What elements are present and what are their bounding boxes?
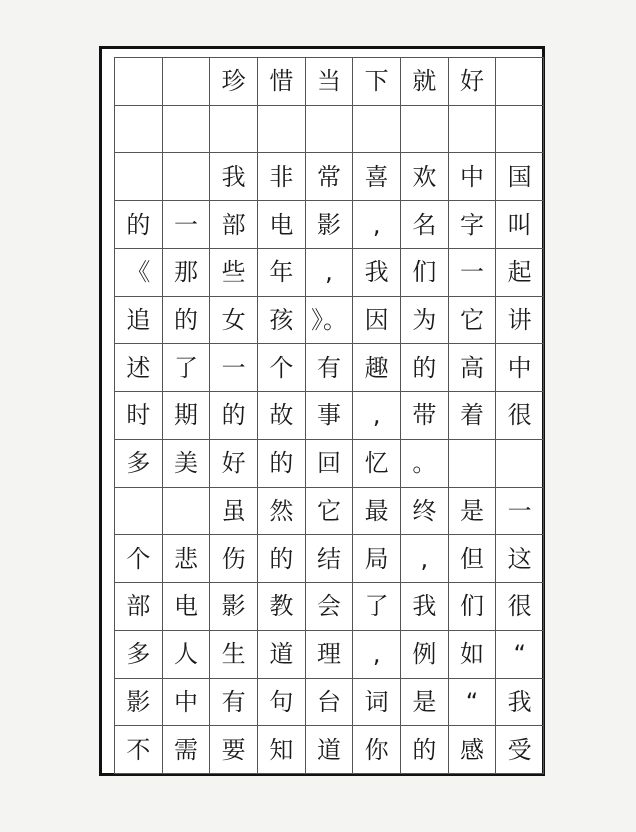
grid-cell: 孩 — [258, 297, 306, 345]
grid-cell: 有 — [210, 679, 258, 727]
grid-cell: 很 — [496, 392, 544, 440]
grid-cell: 我 — [401, 583, 449, 631]
grid-cell: 一 — [163, 201, 211, 249]
grid-cell: 部 — [115, 583, 163, 631]
grid-cell: 美 — [163, 440, 211, 488]
grid-cell: 趣 — [353, 344, 401, 392]
writing-grid — [114, 57, 544, 774]
grid-cell: 句 — [258, 679, 306, 727]
grid-cell: , — [401, 535, 449, 583]
grid-cell: 喜 — [353, 153, 401, 201]
grid-cell: 追 — [115, 297, 163, 345]
grid-cell: 一 — [210, 344, 258, 392]
grid-cell: 高 — [449, 344, 497, 392]
grid-cell: 常 — [306, 153, 354, 201]
grid-cell: “ — [449, 679, 497, 727]
grid-cell — [115, 153, 163, 201]
grid-cell: 个 — [115, 535, 163, 583]
grid-cell: 电 — [258, 201, 306, 249]
title-cell: 当 — [306, 58, 354, 106]
grid-cell: 述 — [115, 344, 163, 392]
grid-cell — [115, 106, 163, 154]
grid-cell: 个 — [258, 344, 306, 392]
grid-cell: 多 — [115, 440, 163, 488]
grid-cell: 如 — [449, 631, 497, 679]
grid-cell: 是 — [401, 679, 449, 727]
grid-cell: 忆 — [353, 440, 401, 488]
grid-cell: 多 — [115, 631, 163, 679]
grid-cell — [306, 106, 354, 154]
grid-cell: 虽 — [210, 488, 258, 536]
grid-cell: 名 — [401, 201, 449, 249]
grid-cell: 台 — [306, 679, 354, 727]
grid-cell: 悲 — [163, 535, 211, 583]
grid-cell: 知 — [258, 726, 306, 774]
grid-cell: 带 — [401, 392, 449, 440]
title-cell: 下 — [353, 58, 401, 106]
title-cell — [115, 58, 163, 106]
grid-cell: 感 — [449, 726, 497, 774]
grid-cell: 那 — [163, 249, 211, 297]
grid-cell: 教 — [258, 583, 306, 631]
grid-cell — [163, 106, 211, 154]
grid-cell: 的 — [163, 297, 211, 345]
grid-cell: 事 — [306, 392, 354, 440]
grid-cell: 一 — [449, 249, 497, 297]
grid-cell: 国 — [496, 153, 544, 201]
grid-cell: 讲 — [496, 297, 544, 345]
grid-cell: 中 — [449, 153, 497, 201]
grid-cell — [401, 106, 449, 154]
grid-cell: 影 — [306, 201, 354, 249]
grid-cell: 的 — [258, 535, 306, 583]
grid-cell: 这 — [496, 535, 544, 583]
grid-cell: 了 — [163, 344, 211, 392]
grid-cell: 期 — [163, 392, 211, 440]
grid-cell: 》。 — [306, 297, 354, 345]
grid-cell: 不 — [115, 726, 163, 774]
grid-cell: 结 — [306, 535, 354, 583]
grid-cell: 部 — [210, 201, 258, 249]
grid-cell: 欢 — [401, 153, 449, 201]
grid-cell — [210, 106, 258, 154]
grid-cell: 叫 — [496, 201, 544, 249]
grid-cell — [163, 488, 211, 536]
grid-cell: , — [353, 392, 401, 440]
grid-cell: 影 — [115, 679, 163, 727]
grid-cell: 人 — [163, 631, 211, 679]
grid-cell: 但 — [449, 535, 497, 583]
grid-cell: 女 — [210, 297, 258, 345]
grid-cell: 局 — [353, 535, 401, 583]
grid-cell: 时 — [115, 392, 163, 440]
title-cell: 好 — [449, 58, 497, 106]
grid-cell: 故 — [258, 392, 306, 440]
grid-cell: 它 — [306, 488, 354, 536]
grid-cell: 起 — [496, 249, 544, 297]
grid-cell: 的 — [258, 440, 306, 488]
grid-cell — [449, 106, 497, 154]
grid-cell: 会 — [306, 583, 354, 631]
grid-cell: 我 — [496, 679, 544, 727]
grid-cell: 要 — [210, 726, 258, 774]
grid-cell: 些 — [210, 249, 258, 297]
grid-cell: 伤 — [210, 535, 258, 583]
composition-paper — [99, 46, 545, 776]
grid-cell: 道 — [258, 631, 306, 679]
grid-cell: 年 — [258, 249, 306, 297]
title-cell: 惜 — [258, 58, 306, 106]
grid-cell: 的 — [115, 201, 163, 249]
grid-cell — [353, 106, 401, 154]
grid-cell: 的 — [401, 726, 449, 774]
grid-cell: 例 — [401, 631, 449, 679]
grid-cell: , — [306, 249, 354, 297]
grid-cell: 中 — [163, 679, 211, 727]
grid-cell — [115, 488, 163, 536]
grid-cell: 影 — [210, 583, 258, 631]
grid-cell: 它 — [449, 297, 497, 345]
grid-cell: , — [353, 631, 401, 679]
grid-cell — [163, 153, 211, 201]
grid-cell: 非 — [258, 153, 306, 201]
grid-cell: 中 — [496, 344, 544, 392]
grid-cell: 道 — [306, 726, 354, 774]
grid-cell: 们 — [449, 583, 497, 631]
grid-cell: 你 — [353, 726, 401, 774]
grid-cell: 了 — [353, 583, 401, 631]
grid-cell: 一 — [496, 488, 544, 536]
grid-cell — [449, 440, 497, 488]
grid-cell: 最 — [353, 488, 401, 536]
grid-cell: 很 — [496, 583, 544, 631]
grid-cell: 为 — [401, 297, 449, 345]
grid-cell — [258, 106, 306, 154]
grid-cell: 们 — [401, 249, 449, 297]
grid-cell: 受 — [496, 726, 544, 774]
grid-cell: “ — [496, 631, 544, 679]
grid-cell: 着 — [449, 392, 497, 440]
grid-cell: 有 — [306, 344, 354, 392]
title-cell — [496, 58, 544, 106]
grid-cell: 生 — [210, 631, 258, 679]
grid-cell: , — [353, 201, 401, 249]
grid-cell: 的 — [401, 344, 449, 392]
grid-cell: 然 — [258, 488, 306, 536]
grid-cell: 。 — [401, 440, 449, 488]
grid-cell: 需 — [163, 726, 211, 774]
grid-cell: 是 — [449, 488, 497, 536]
grid-cell: 终 — [401, 488, 449, 536]
title-cell: 就 — [401, 58, 449, 106]
grid-cell: 理 — [306, 631, 354, 679]
grid-cell: 因 — [353, 297, 401, 345]
grid-cell: 回 — [306, 440, 354, 488]
grid-cell — [496, 106, 544, 154]
grid-cell: 我 — [353, 249, 401, 297]
grid-cell: 好 — [210, 440, 258, 488]
grid-cell — [496, 440, 544, 488]
title-cell: 珍 — [210, 58, 258, 106]
title-cell — [163, 58, 211, 106]
grid-cell: 我 — [210, 153, 258, 201]
grid-cell: 字 — [449, 201, 497, 249]
grid-cell: 词 — [353, 679, 401, 727]
grid-cell: 电 — [163, 583, 211, 631]
grid-cell: 《 — [115, 249, 163, 297]
grid-cell: 的 — [210, 392, 258, 440]
